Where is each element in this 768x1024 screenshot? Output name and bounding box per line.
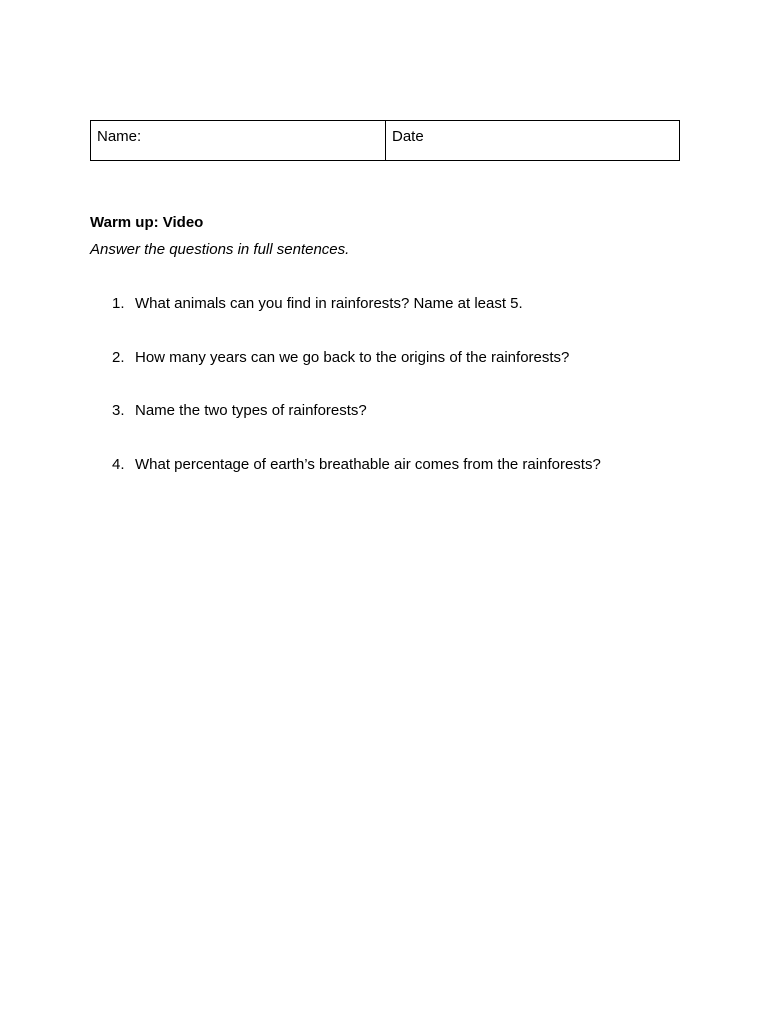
name-label: Name: [97,128,142,145]
question-text: Name the two types of rainforests? [135,402,367,419]
question-number: 3. [112,402,125,419]
section-heading: Warm up: Video [90,214,204,231]
name-cell[interactable] [91,121,386,161]
question-text: How many years can we go back to the origins of the rainforests? [135,348,570,366]
name-date-row [91,121,680,161]
name-date-table [90,120,680,161]
question-number: 1. [112,295,125,312]
instructions: Answer the questions in full sentences. [90,241,350,258]
question-text: What percentage of earth’s breathable air comes from the rainforests? [135,455,601,473]
question-number: 4. [112,455,125,473]
question-item [90,295,690,349]
question-item [90,456,690,510]
date-label: Date [392,128,424,145]
question-item [90,349,690,403]
question-list [90,295,690,509]
question-text: What animals can you find in rainforests? Name at least 5. [135,295,523,312]
question-item [90,402,690,456]
question-number: 2. [112,348,125,366]
date-cell[interactable] [386,121,680,161]
